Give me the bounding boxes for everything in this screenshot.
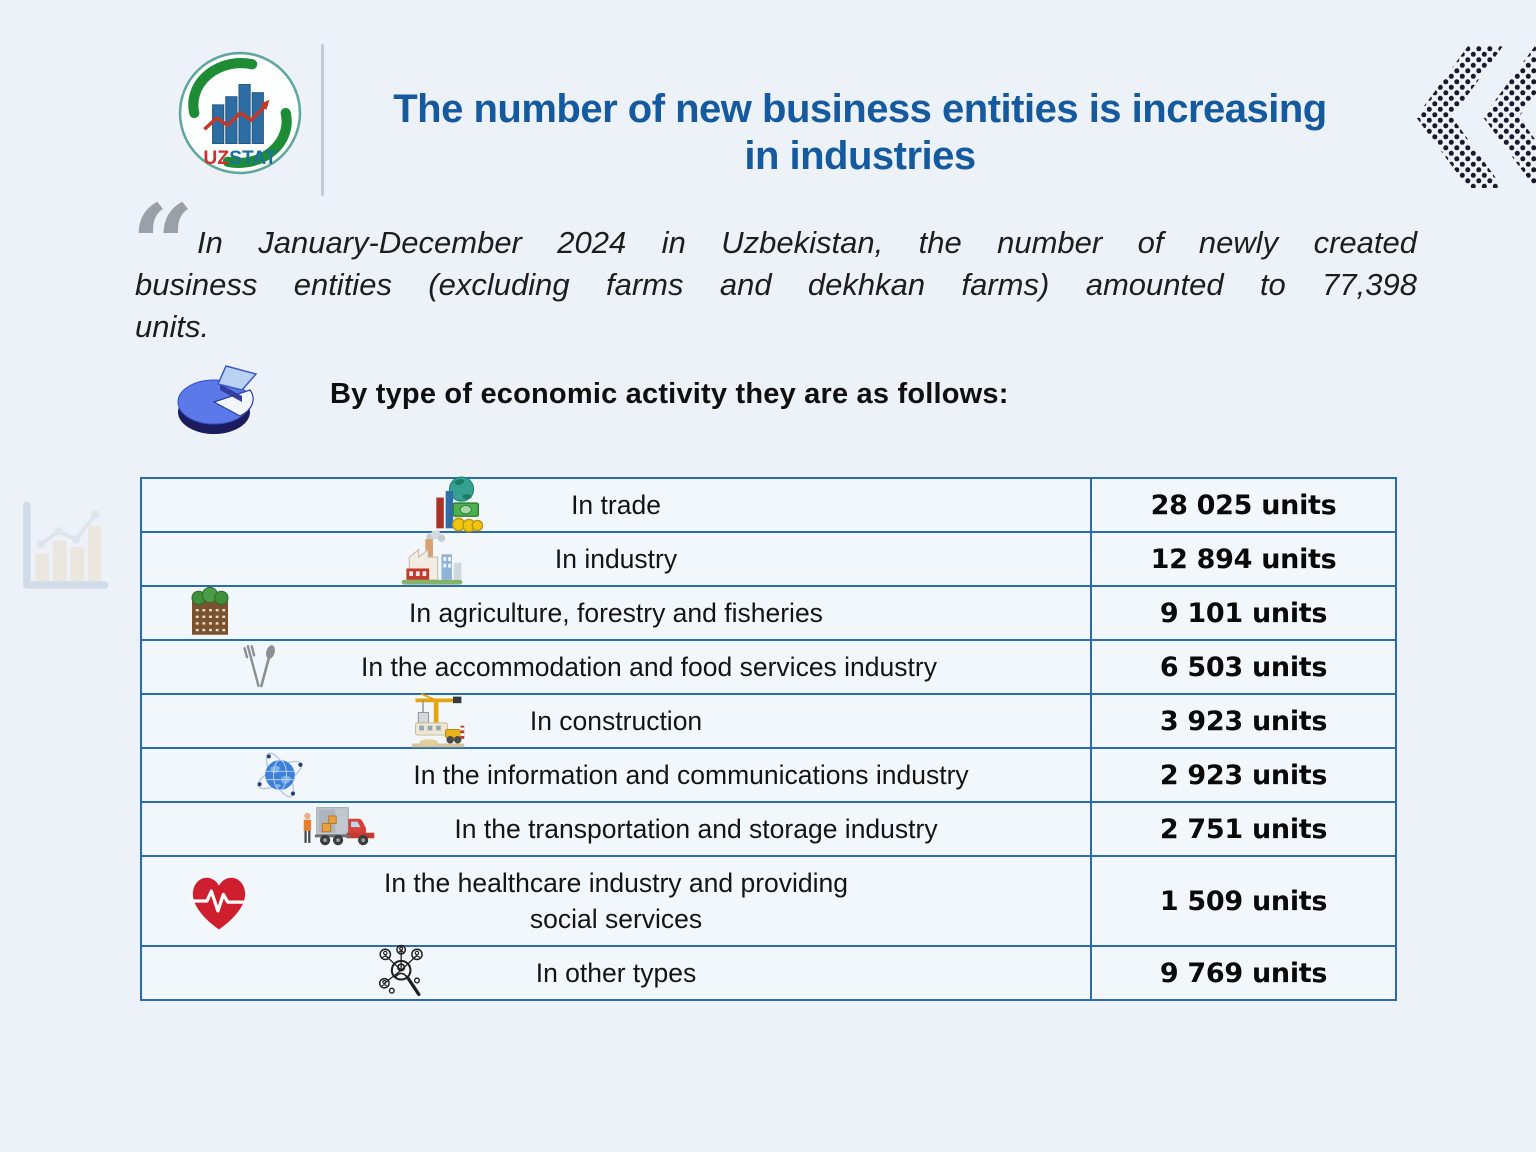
row-label-line1: In the healthcare industry and providing [383,868,849,898]
trade-icon [427,475,483,535]
heart-pulse-icon [184,868,254,934]
page-title [350,86,1370,180]
table-row [141,478,1396,532]
chevrons-decoration [1410,46,1536,188]
row-value: 9 101 units [1091,586,1396,640]
chart-watermark-icon [12,496,114,598]
cutlery-icon [242,641,276,693]
quote-line3: units. [135,309,210,344]
uzstat-logo [177,50,303,180]
table-row [141,946,1396,1000]
row-label: In trade [571,489,661,520]
truck-icon [300,802,378,856]
quote-line2: business entities (excluding farms and dekhkan farms) amounted to 77,398 [135,267,1417,302]
crane-icon [408,690,468,752]
svg-text:UZSTAT [203,148,276,169]
row-value: 1 509 units [1091,856,1396,946]
row-value: 2 923 units [1091,748,1396,802]
row-label-line2: social services [529,904,703,934]
halftone-chevron-icon [1410,46,1536,188]
row-value: 2 751 units [1091,802,1396,856]
logo-text-uz: UZ [203,147,230,169]
uzstat-logo-icon [177,50,303,176]
row-value: 9 769 units [1091,946,1396,1000]
row-value: 6 503 units [1091,640,1396,694]
row-label: In construction [529,705,703,736]
table-row [141,532,1396,586]
table-row [141,694,1396,748]
table-row [141,748,1396,802]
section-subtitle: By type of economic activity they are as follows: [330,378,1009,410]
table-row [141,586,1396,640]
page-title-line1: The number of new business entities is increasing [393,87,1327,131]
row-label: In the information and communications industry [413,759,969,790]
row-label: In the accommodation and food services industry [361,651,937,682]
row-label: In other types [535,957,697,988]
quote-line1: In January-December 2024 in Uzbekistan, the number of newly created [197,225,1417,260]
factory-icon [396,531,468,588]
row-value: 12 894 units [1091,532,1396,586]
page-title-line2: in industries [744,134,976,178]
quote-mark-icon: “ [131,180,195,309]
pie-chart-icon [170,360,265,440]
row-label: In industry [554,543,678,574]
row-label: In the transportation and storage industry [454,813,938,844]
table-row [141,802,1396,856]
table-row [141,640,1396,694]
agriculture-icon [186,586,234,641]
logo-text-stat: STAT [229,147,277,169]
row-value: 3 923 units [1091,694,1396,748]
intro-quote [131,180,1417,348]
table-row [141,856,1396,946]
people-network-icon [376,942,430,1004]
row-label: In agriculture, forestry and fisheries [409,597,823,628]
globe-network-icon [254,749,306,801]
header-divider [321,44,324,196]
row-value: 28 025 units [1091,478,1396,532]
activity-table [140,477,1397,1001]
